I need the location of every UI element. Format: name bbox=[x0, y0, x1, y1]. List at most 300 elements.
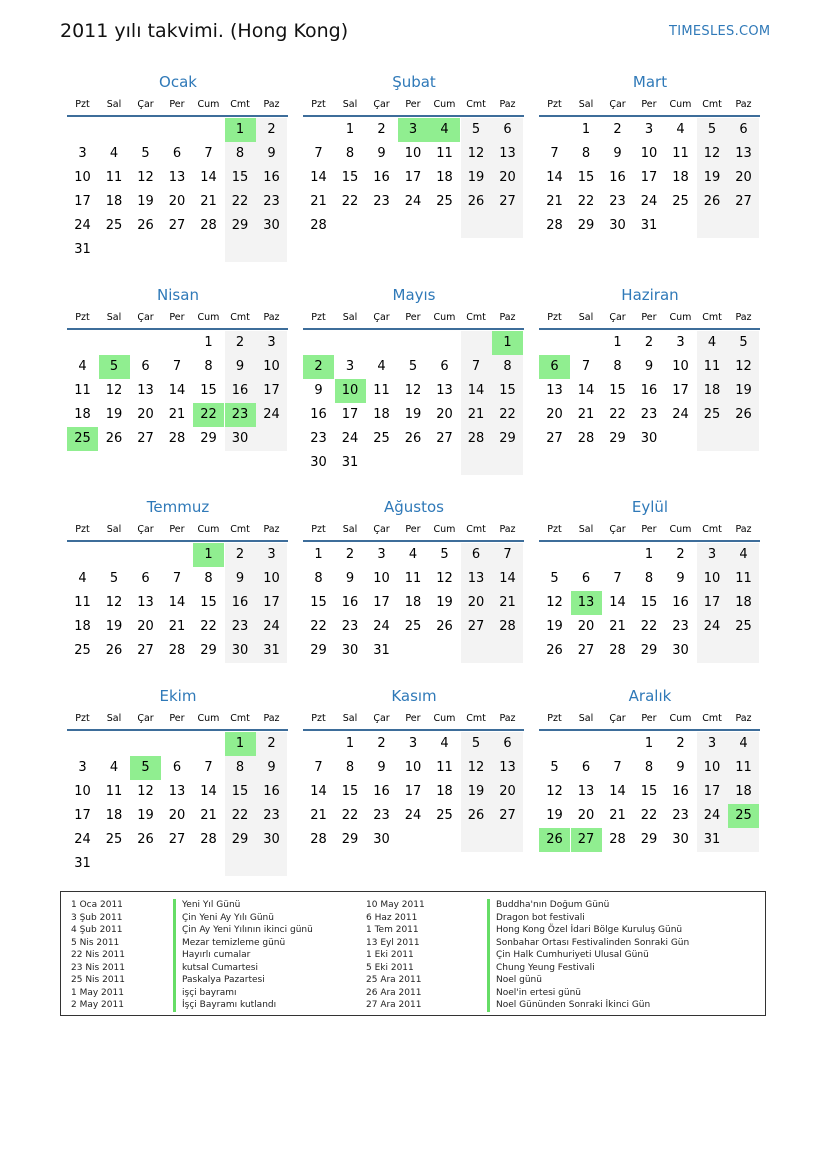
day-cell[interactable]: 18 bbox=[436, 170, 453, 185]
day-cell[interactable]: 26 bbox=[404, 431, 422, 446]
day-cell[interactable]: 5 bbox=[697, 118, 728, 142]
holiday-day-cell[interactable]: 27 bbox=[571, 828, 602, 852]
day-cell[interactable]: 3 bbox=[345, 359, 355, 374]
holiday-day-cell[interactable]: 25 bbox=[67, 427, 98, 451]
day-cell[interactable]: 29 bbox=[577, 218, 595, 233]
day-cell[interactable]: 29 bbox=[492, 427, 523, 451]
day-cell[interactable]: 31 bbox=[256, 639, 287, 663]
day-cell[interactable]: 19 bbox=[105, 407, 123, 422]
day-cell[interactable]: 5 bbox=[550, 760, 559, 775]
day-cell[interactable]: 23 bbox=[672, 808, 689, 823]
day-cell[interactable]: 26 bbox=[546, 643, 563, 658]
day-cell[interactable]: 31 bbox=[697, 828, 728, 852]
day-cell[interactable]: 5 bbox=[728, 331, 759, 355]
day-cell[interactable]: 25 bbox=[105, 218, 123, 233]
day-cell[interactable]: 23 bbox=[373, 808, 390, 823]
day-cell[interactable]: 30 bbox=[373, 832, 390, 847]
day-cell[interactable]: 28 bbox=[609, 832, 626, 847]
day-cell[interactable]: 19 bbox=[404, 407, 422, 422]
day-cell[interactable]: 21 bbox=[492, 591, 523, 615]
day-cell[interactable]: 27 bbox=[168, 832, 186, 847]
day-cell[interactable]: 17 bbox=[373, 595, 390, 610]
day-cell[interactable]: 19 bbox=[105, 619, 123, 634]
day-cell[interactable]: 8 bbox=[225, 756, 256, 780]
day-cell[interactable]: 1 bbox=[613, 335, 622, 350]
day-cell[interactable]: 6 bbox=[172, 146, 182, 161]
day-cell[interactable]: 27 bbox=[492, 804, 523, 828]
day-cell[interactable]: 11 bbox=[436, 146, 453, 161]
day-cell[interactable]: 17 bbox=[74, 194, 91, 209]
day-cell[interactable]: 28 bbox=[310, 832, 327, 847]
day-cell[interactable]: 15 bbox=[200, 383, 217, 398]
day-cell[interactable]: 20 bbox=[168, 808, 186, 823]
day-cell[interactable]: 11 bbox=[74, 595, 91, 610]
day-cell[interactable]: 30 bbox=[225, 427, 256, 451]
day-cell[interactable]: 2 bbox=[613, 122, 622, 137]
day-cell[interactable]: 28 bbox=[461, 427, 492, 451]
day-cell[interactable]: 30 bbox=[672, 832, 689, 847]
day-cell[interactable]: 28 bbox=[577, 431, 595, 446]
day-cell[interactable]: 12 bbox=[105, 595, 123, 610]
day-cell[interactable]: 25 bbox=[105, 832, 123, 847]
day-cell[interactable]: 14 bbox=[168, 595, 186, 610]
day-cell[interactable]: 14 bbox=[310, 170, 327, 185]
day-cell[interactable]: 16 bbox=[256, 780, 287, 804]
holiday-day-cell[interactable]: 13 bbox=[571, 591, 602, 615]
day-cell[interactable]: 8 bbox=[225, 142, 256, 166]
day-cell[interactable]: 30 bbox=[310, 455, 327, 470]
day-cell[interactable]: 7 bbox=[314, 146, 323, 161]
day-cell[interactable]: 16 bbox=[672, 784, 689, 799]
day-cell[interactable]: 19 bbox=[461, 166, 492, 190]
day-cell[interactable]: 21 bbox=[546, 194, 563, 209]
day-cell[interactable]: 24 bbox=[373, 619, 390, 634]
day-cell[interactable]: 4 bbox=[408, 547, 418, 562]
day-cell[interactable]: 11 bbox=[728, 756, 759, 780]
day-cell[interactable]: 23 bbox=[609, 194, 626, 209]
day-cell[interactable]: 2 bbox=[644, 335, 654, 350]
day-cell[interactable]: 7 bbox=[204, 760, 213, 775]
day-cell[interactable]: 1 bbox=[644, 736, 654, 751]
holiday-day-cell[interactable]: 5 bbox=[130, 756, 161, 780]
day-cell[interactable]: 26 bbox=[137, 218, 154, 233]
day-cell[interactable]: 1 bbox=[314, 547, 323, 562]
day-cell[interactable]: 28 bbox=[168, 643, 186, 658]
day-cell[interactable]: 10 bbox=[697, 567, 728, 591]
day-cell[interactable]: 20 bbox=[461, 591, 492, 615]
day-cell[interactable]: 31 bbox=[74, 856, 91, 871]
day-cell[interactable]: 20 bbox=[492, 166, 523, 190]
day-cell[interactable]: 4 bbox=[78, 359, 87, 374]
day-cell[interactable]: 8 bbox=[644, 571, 654, 586]
holiday-day-cell[interactable]: 1 bbox=[193, 543, 224, 567]
day-cell[interactable]: 31 bbox=[640, 218, 658, 233]
holiday-day-cell[interactable]: 26 bbox=[539, 828, 570, 852]
day-cell[interactable]: 30 bbox=[256, 214, 287, 238]
day-cell[interactable]: 15 bbox=[609, 383, 626, 398]
day-cell[interactable]: 23 bbox=[672, 619, 689, 634]
day-cell[interactable]: 24 bbox=[404, 808, 422, 823]
day-cell[interactable]: 5 bbox=[408, 359, 418, 374]
day-cell[interactable]: 9 bbox=[377, 760, 386, 775]
day-cell[interactable]: 28 bbox=[609, 643, 626, 658]
day-cell[interactable]: 12 bbox=[105, 383, 123, 398]
day-cell[interactable]: 22 bbox=[200, 619, 217, 634]
day-cell[interactable]: 24 bbox=[697, 615, 728, 639]
day-cell[interactable]: 31 bbox=[74, 242, 91, 257]
day-cell[interactable]: 6 bbox=[728, 118, 759, 142]
day-cell[interactable]: 26 bbox=[461, 804, 492, 828]
day-cell[interactable]: 24 bbox=[256, 403, 287, 427]
day-cell[interactable]: 22 bbox=[341, 808, 359, 823]
day-cell[interactable]: 9 bbox=[256, 756, 287, 780]
day-cell[interactable]: 11 bbox=[672, 146, 689, 161]
day-cell[interactable]: 19 bbox=[436, 595, 453, 610]
day-cell[interactable]: 10 bbox=[256, 567, 287, 591]
day-cell[interactable]: 16 bbox=[640, 383, 658, 398]
day-cell[interactable]: 11 bbox=[373, 383, 390, 398]
day-cell[interactable]: 7 bbox=[613, 571, 622, 586]
day-cell[interactable]: 23 bbox=[341, 619, 359, 634]
day-cell[interactable]: 15 bbox=[310, 595, 327, 610]
day-cell[interactable]: 4 bbox=[440, 736, 449, 751]
day-cell[interactable]: 24 bbox=[74, 832, 91, 847]
day-cell[interactable]: 16 bbox=[225, 591, 256, 615]
day-cell[interactable]: 14 bbox=[310, 784, 327, 799]
day-cell[interactable]: 14 bbox=[200, 784, 217, 799]
day-cell[interactable]: 22 bbox=[609, 407, 626, 422]
day-cell[interactable]: 12 bbox=[461, 142, 492, 166]
day-cell[interactable]: 7 bbox=[204, 146, 213, 161]
day-cell[interactable]: 27 bbox=[436, 431, 453, 446]
day-cell[interactable]: 27 bbox=[137, 643, 154, 658]
day-cell[interactable]: 26 bbox=[137, 832, 154, 847]
day-cell[interactable]: 19 bbox=[546, 619, 563, 634]
day-cell[interactable]: 14 bbox=[168, 383, 186, 398]
holiday-day-cell[interactable]: 10 bbox=[335, 379, 366, 403]
holiday-day-cell[interactable]: 1 bbox=[492, 331, 523, 355]
day-cell[interactable]: 18 bbox=[728, 591, 759, 615]
day-cell[interactable]: 20 bbox=[728, 166, 759, 190]
day-cell[interactable]: 19 bbox=[137, 808, 154, 823]
day-cell[interactable]: 20 bbox=[137, 619, 154, 634]
day-cell[interactable]: 18 bbox=[74, 407, 91, 422]
day-cell[interactable]: 18 bbox=[728, 780, 759, 804]
day-cell[interactable]: 17 bbox=[404, 784, 422, 799]
day-cell[interactable]: 30 bbox=[672, 643, 689, 658]
day-cell[interactable]: 30 bbox=[640, 431, 658, 446]
day-cell[interactable]: 8 bbox=[644, 760, 654, 775]
day-cell[interactable]: 11 bbox=[105, 170, 123, 185]
day-cell[interactable]: 27 bbox=[168, 218, 186, 233]
day-cell[interactable]: 5 bbox=[461, 118, 492, 142]
day-cell[interactable]: 25 bbox=[373, 431, 390, 446]
day-cell[interactable]: 22 bbox=[640, 808, 658, 823]
day-cell[interactable]: 27 bbox=[728, 190, 759, 214]
day-cell[interactable]: 18 bbox=[672, 170, 689, 185]
day-cell[interactable]: 11 bbox=[404, 571, 422, 586]
day-cell[interactable]: 10 bbox=[256, 355, 287, 379]
holiday-day-cell[interactable]: 3 bbox=[398, 118, 429, 142]
day-cell[interactable]: 9 bbox=[225, 567, 256, 591]
day-cell[interactable]: 10 bbox=[697, 756, 728, 780]
holiday-day-cell[interactable]: 4 bbox=[429, 118, 460, 142]
day-cell[interactable]: 15 bbox=[341, 170, 359, 185]
day-cell[interactable]: 16 bbox=[373, 170, 390, 185]
day-cell[interactable]: 13 bbox=[546, 383, 563, 398]
day-cell[interactable]: 29 bbox=[225, 214, 256, 238]
day-cell[interactable]: 27 bbox=[546, 431, 563, 446]
day-cell[interactable]: 12 bbox=[728, 355, 759, 379]
day-cell[interactable]: 1 bbox=[581, 122, 591, 137]
day-cell[interactable]: 14 bbox=[492, 567, 523, 591]
day-cell[interactable]: 13 bbox=[492, 756, 523, 780]
day-cell[interactable]: 3 bbox=[78, 146, 87, 161]
day-cell[interactable]: 17 bbox=[697, 780, 728, 804]
day-cell[interactable]: 10 bbox=[74, 170, 91, 185]
day-cell[interactable]: 25 bbox=[697, 403, 728, 427]
day-cell[interactable]: 14 bbox=[461, 379, 492, 403]
day-cell[interactable]: 30 bbox=[256, 828, 287, 852]
day-cell[interactable]: 17 bbox=[256, 591, 287, 615]
day-cell[interactable]: 9 bbox=[345, 571, 355, 586]
day-cell[interactable]: 12 bbox=[461, 756, 492, 780]
day-cell[interactable]: 16 bbox=[373, 784, 390, 799]
day-cell[interactable]: 22 bbox=[225, 804, 256, 828]
day-cell[interactable]: 25 bbox=[404, 619, 422, 634]
day-cell[interactable]: 1 bbox=[345, 122, 355, 137]
day-cell[interactable]: 3 bbox=[256, 543, 287, 567]
day-cell[interactable]: 8 bbox=[314, 571, 323, 586]
day-cell[interactable]: 17 bbox=[640, 170, 658, 185]
day-cell[interactable]: 28 bbox=[168, 431, 186, 446]
day-cell[interactable]: 16 bbox=[341, 595, 359, 610]
day-cell[interactable]: 21 bbox=[609, 808, 626, 823]
day-cell[interactable]: 15 bbox=[577, 170, 595, 185]
day-cell[interactable]: 18 bbox=[404, 595, 422, 610]
day-cell[interactable]: 24 bbox=[404, 194, 422, 209]
day-cell[interactable]: 11 bbox=[697, 355, 728, 379]
day-cell[interactable]: 27 bbox=[461, 615, 492, 639]
day-cell[interactable]: 29 bbox=[310, 643, 327, 658]
day-cell[interactable]: 3 bbox=[377, 547, 386, 562]
day-cell[interactable]: 11 bbox=[74, 383, 91, 398]
day-cell[interactable]: 1 bbox=[204, 335, 213, 350]
day-cell[interactable]: 28 bbox=[200, 832, 217, 847]
day-cell[interactable]: 25 bbox=[728, 615, 759, 639]
day-cell[interactable]: 2 bbox=[225, 331, 256, 355]
day-cell[interactable]: 17 bbox=[697, 591, 728, 615]
day-cell[interactable]: 5 bbox=[141, 146, 150, 161]
day-cell[interactable]: 19 bbox=[137, 194, 154, 209]
day-cell[interactable]: 28 bbox=[200, 218, 217, 233]
day-cell[interactable]: 21 bbox=[200, 194, 217, 209]
day-cell[interactable]: 6 bbox=[581, 571, 591, 586]
day-cell[interactable]: 8 bbox=[204, 571, 213, 586]
day-cell[interactable]: 8 bbox=[613, 359, 622, 374]
day-cell[interactable]: 20 bbox=[577, 619, 595, 634]
day-cell[interactable]: 10 bbox=[672, 359, 689, 374]
day-cell[interactable]: 29 bbox=[341, 832, 359, 847]
day-cell[interactable]: 8 bbox=[345, 146, 355, 161]
day-cell[interactable]: 3 bbox=[78, 760, 87, 775]
holiday-day-cell[interactable]: 5 bbox=[99, 355, 130, 379]
day-cell[interactable]: 18 bbox=[373, 407, 390, 422]
day-cell[interactable]: 8 bbox=[581, 146, 591, 161]
day-cell[interactable]: 9 bbox=[644, 359, 654, 374]
day-cell[interactable]: 16 bbox=[225, 379, 256, 403]
day-cell[interactable]: 16 bbox=[310, 407, 327, 422]
holiday-day-cell[interactable]: 2 bbox=[303, 355, 334, 379]
day-cell[interactable]: 9 bbox=[225, 355, 256, 379]
day-cell[interactable]: 17 bbox=[341, 407, 359, 422]
day-cell[interactable]: 16 bbox=[256, 166, 287, 190]
day-cell[interactable]: 10 bbox=[74, 784, 91, 799]
day-cell[interactable]: 13 bbox=[137, 383, 154, 398]
day-cell[interactable]: 6 bbox=[492, 732, 523, 756]
day-cell[interactable]: 14 bbox=[546, 170, 563, 185]
day-cell[interactable]: 22 bbox=[225, 190, 256, 214]
day-cell[interactable]: 12 bbox=[546, 595, 563, 610]
brand-link[interactable]: TIMESLES.COM bbox=[669, 24, 771, 39]
day-cell[interactable]: 4 bbox=[676, 122, 685, 137]
day-cell[interactable]: 4 bbox=[728, 732, 759, 756]
day-cell[interactable]: 6 bbox=[141, 359, 150, 374]
day-cell[interactable]: 15 bbox=[225, 166, 256, 190]
day-cell[interactable]: 5 bbox=[440, 547, 449, 562]
day-cell[interactable]: 13 bbox=[168, 784, 186, 799]
day-cell[interactable]: 25 bbox=[672, 194, 689, 209]
day-cell[interactable]: 6 bbox=[141, 571, 150, 586]
day-cell[interactable]: 25 bbox=[74, 643, 91, 658]
day-cell[interactable]: 29 bbox=[225, 828, 256, 852]
day-cell[interactable]: 21 bbox=[200, 808, 217, 823]
day-cell[interactable]: 24 bbox=[697, 804, 728, 828]
day-cell[interactable]: 2 bbox=[345, 547, 355, 562]
day-cell[interactable]: 15 bbox=[492, 379, 523, 403]
day-cell[interactable]: 29 bbox=[640, 832, 658, 847]
day-cell[interactable]: 27 bbox=[577, 643, 595, 658]
day-cell[interactable]: 16 bbox=[672, 595, 689, 610]
day-cell[interactable]: 17 bbox=[256, 379, 287, 403]
day-cell[interactable]: 9 bbox=[256, 142, 287, 166]
day-cell[interactable]: 22 bbox=[577, 194, 595, 209]
day-cell[interactable]: 7 bbox=[613, 760, 622, 775]
day-cell[interactable]: 18 bbox=[105, 194, 123, 209]
day-cell[interactable]: 26 bbox=[105, 431, 123, 446]
day-cell[interactable]: 20 bbox=[137, 407, 154, 422]
holiday-day-cell[interactable]: 23 bbox=[225, 403, 256, 427]
day-cell[interactable]: 25 bbox=[436, 194, 453, 209]
day-cell[interactable]: 17 bbox=[404, 170, 422, 185]
day-cell[interactable]: 20 bbox=[492, 780, 523, 804]
day-cell[interactable]: 9 bbox=[676, 571, 685, 586]
day-cell[interactable]: 3 bbox=[676, 335, 685, 350]
day-cell[interactable]: 7 bbox=[550, 146, 559, 161]
day-cell[interactable]: 21 bbox=[168, 619, 186, 634]
day-cell[interactable]: 30 bbox=[609, 218, 626, 233]
day-cell[interactable]: 29 bbox=[200, 431, 217, 446]
day-cell[interactable]: 4 bbox=[109, 146, 119, 161]
day-cell[interactable]: 21 bbox=[609, 619, 626, 634]
day-cell[interactable]: 11 bbox=[436, 760, 453, 775]
day-cell[interactable]: 18 bbox=[697, 379, 728, 403]
day-cell[interactable]: 28 bbox=[492, 615, 523, 639]
holiday-day-cell[interactable]: 22 bbox=[193, 403, 224, 427]
day-cell[interactable]: 5 bbox=[550, 571, 559, 586]
day-cell[interactable]: 7 bbox=[172, 571, 182, 586]
day-cell[interactable]: 2 bbox=[256, 732, 287, 756]
day-cell[interactable]: 7 bbox=[314, 760, 323, 775]
day-cell[interactable]: 2 bbox=[377, 122, 386, 137]
day-cell[interactable]: 20 bbox=[577, 808, 595, 823]
day-cell[interactable]: 14 bbox=[609, 784, 626, 799]
day-cell[interactable]: 23 bbox=[225, 615, 256, 639]
day-cell[interactable]: 4 bbox=[377, 359, 386, 374]
day-cell[interactable]: 21 bbox=[461, 403, 492, 427]
day-cell[interactable]: 12 bbox=[436, 571, 453, 586]
day-cell[interactable]: 29 bbox=[640, 643, 658, 658]
day-cell[interactable]: 2 bbox=[377, 736, 386, 751]
day-cell[interactable]: 11 bbox=[105, 784, 123, 799]
day-cell[interactable]: 24 bbox=[672, 407, 689, 422]
day-cell[interactable]: 12 bbox=[137, 170, 154, 185]
day-cell[interactable]: 12 bbox=[546, 784, 563, 799]
day-cell[interactable]: 26 bbox=[461, 190, 492, 214]
day-cell[interactable]: 18 bbox=[436, 784, 453, 799]
day-cell[interactable]: 6 bbox=[172, 760, 182, 775]
day-cell[interactable]: 24 bbox=[256, 615, 287, 639]
day-cell[interactable]: 26 bbox=[436, 619, 453, 634]
day-cell[interactable]: 13 bbox=[577, 784, 595, 799]
day-cell[interactable]: 13 bbox=[728, 142, 759, 166]
day-cell[interactable]: 17 bbox=[672, 383, 689, 398]
day-cell[interactable]: 7 bbox=[492, 543, 523, 567]
holiday-day-cell[interactable]: 25 bbox=[728, 804, 759, 828]
day-cell[interactable]: 3 bbox=[697, 732, 728, 756]
holiday-day-cell[interactable]: 1 bbox=[225, 732, 256, 756]
day-cell[interactable]: 19 bbox=[461, 780, 492, 804]
day-cell[interactable]: 22 bbox=[310, 619, 327, 634]
day-cell[interactable]: 15 bbox=[640, 595, 658, 610]
day-cell[interactable]: 14 bbox=[577, 383, 595, 398]
day-cell[interactable]: 3 bbox=[408, 736, 418, 751]
day-cell[interactable]: 22 bbox=[492, 403, 523, 427]
day-cell[interactable]: 27 bbox=[137, 431, 154, 446]
day-cell[interactable]: 26 bbox=[697, 190, 728, 214]
day-cell[interactable]: 8 bbox=[492, 355, 523, 379]
day-cell[interactable]: 24 bbox=[74, 218, 91, 233]
day-cell[interactable]: 31 bbox=[341, 455, 359, 470]
day-cell[interactable]: 16 bbox=[609, 170, 626, 185]
day-cell[interactable]: 3 bbox=[256, 331, 287, 355]
day-cell[interactable]: 2 bbox=[225, 543, 256, 567]
day-cell[interactable]: 20 bbox=[436, 407, 453, 422]
day-cell[interactable]: 23 bbox=[310, 431, 327, 446]
day-cell[interactable]: 23 bbox=[373, 194, 390, 209]
day-cell[interactable]: 12 bbox=[137, 784, 154, 799]
day-cell[interactable]: 23 bbox=[256, 804, 287, 828]
day-cell[interactable]: 27 bbox=[492, 190, 523, 214]
day-cell[interactable]: 10 bbox=[404, 146, 422, 161]
day-cell[interactable]: 30 bbox=[225, 639, 256, 663]
day-cell[interactable]: 9 bbox=[377, 146, 386, 161]
day-cell[interactable]: 10 bbox=[404, 760, 422, 775]
day-cell[interactable]: 19 bbox=[697, 166, 728, 190]
day-cell[interactable]: 13 bbox=[492, 142, 523, 166]
day-cell[interactable]: 3 bbox=[644, 122, 654, 137]
day-cell[interactable]: 6 bbox=[461, 543, 492, 567]
